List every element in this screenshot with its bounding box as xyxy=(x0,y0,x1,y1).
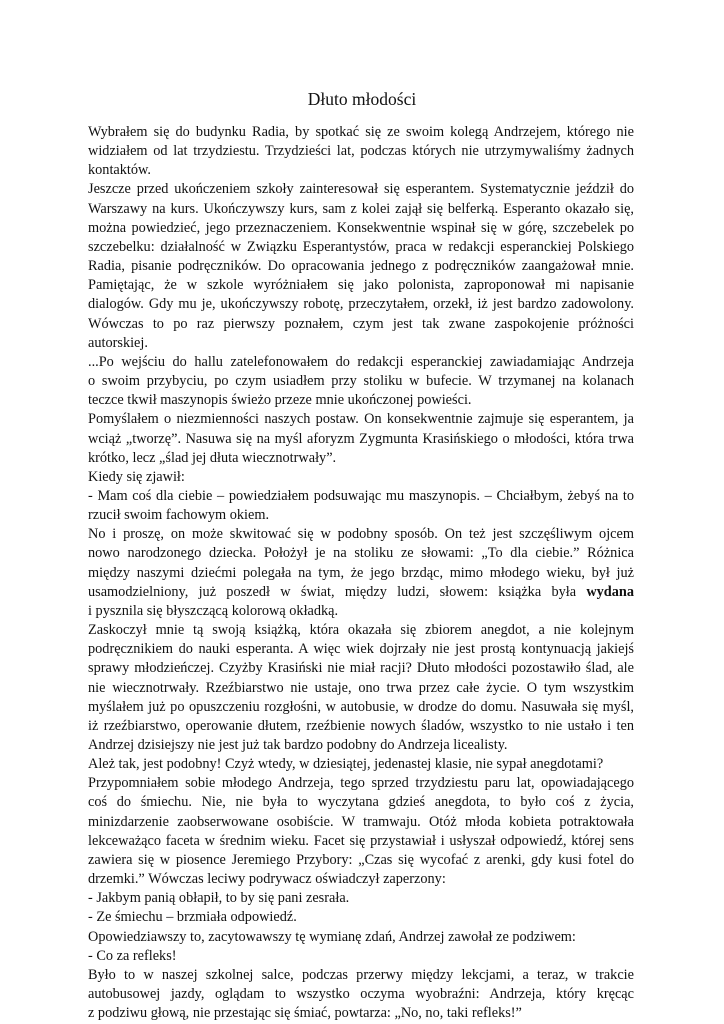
text-line: o swoim przybyciu, po czym usiadłem przy stoliku w bufecie. W trzymanej na kolanach xyxy=(88,373,634,390)
paragraph xyxy=(88,774,634,889)
paragraph xyxy=(88,889,634,908)
text-line: Wybrałem się do budynku Radia, by spotkać się ze swoim kolegą Andrzejem, którego nie xyxy=(88,124,634,140)
text-line: drzemki.” Wówczas leciwy podrywacz oświadczył zaperzony: xyxy=(88,871,446,888)
text-line: nowo narodzonego dziecka. Położył je na stoliku ze słowami: „To dla ciebie.” Różnica xyxy=(88,545,634,562)
text-line: szczebelku: działalność w Związku Esperantystów, praca w redakcji esperanckiej Polskiego xyxy=(88,238,634,255)
text-line: zawiera się w piosence Jeremiego Przybory: „Czas się wycofać z arenki, gdy kusi fotel do xyxy=(88,851,634,868)
text-line: można powiedzieć, jego przeznaczeniem. Konsekwentnie wspinał się w górę, szczebelek po xyxy=(88,219,634,236)
document-body xyxy=(88,123,634,1023)
text-line: Wówczas to po raz pierwszy poznałem, czym jest tak zwane zaspokojenie próżności xyxy=(88,315,634,332)
text-line: Ależ tak, jest podobny! Czyż wtedy, w dziesiątej, jedenastej klasie, nie sypał anegdotami? xyxy=(88,756,604,773)
paragraph xyxy=(88,947,634,966)
text-line: między naszymi dziećmi polegała na tym, że jego brzdąc, mimo młodego wieku, był już xyxy=(88,564,634,581)
text-line: wciąż „tworzę”. Nasuwa się na myśl aforyzm Zygmunta Krasińskiego o młodości, która trwa xyxy=(88,430,634,447)
text-line: Było to w naszej szkolnej salce, podczas przerwy między lekcjami, a teraz, w trakcie xyxy=(88,966,634,983)
paragraph xyxy=(88,908,634,927)
text-line: - Co za refleks! xyxy=(88,947,177,964)
text-line: iż rzeźbiarstwo, operowanie dłutem, rzeźbienie nowych śladów, wszystko to nie ustało i ten xyxy=(88,717,634,734)
paragraph xyxy=(88,468,634,487)
text-line: Warszawy na kurs. Ukończywszy kurs, sam z kolei zajął się belferką. Esperanto okazało się, xyxy=(88,200,634,217)
text-line: kontaktów. xyxy=(88,162,152,179)
text-line: Jeszcze przed ukończeniem szkoły zainteresował się esperantem. Systematycznie jeździł do xyxy=(88,181,634,198)
text-line: Andrzej dzisiejszy nie jest już tak bardzo podobny do Andrzeja licealisty. xyxy=(88,737,508,753)
text-line: Przypomniałem sobie młodego Andrzeja, tego sprzed trzydziestu paru lat, opowiadającego xyxy=(88,775,634,792)
paragraph xyxy=(88,180,634,352)
paragraph xyxy=(88,353,634,410)
text-line: Kiedy się zjawił: xyxy=(88,468,185,485)
text-line: rzucił swoim fachowym okiem. xyxy=(88,507,270,524)
text-line: Opowiedziawszy to, zacytowawszy tę wymianę zdań, Andrzej zawołał ze podziwem: xyxy=(88,928,576,945)
text-line: sprawy młodzieńczej. Czyżby Krasiński nie miał racji? Dłuto młodości pozostawiło ślad, ale xyxy=(88,660,634,677)
text-line: teczce tkwił maszynopis świeżo przeze mnie ukończonej powieści. xyxy=(88,392,472,409)
text-line: nie wiecznotrwały. Rzeźbiarstwo nie ustaje, ono trwa przez całe życie. O tym wszystkim xyxy=(88,679,634,696)
text-line: coś do śmiechu. Nie, nie była to wyczytana gdzieś anegdota, to było coś z życia, xyxy=(88,794,634,811)
text-line: minizdarzenie zaobserwowane osobiście. W tramwaju. Otóż młoda kobieta potraktowała xyxy=(88,813,634,830)
text-line: z podziwu głową, nie przestając się śmiać, powtarza: „No, no, taki refleks!” xyxy=(88,1005,522,1022)
text-line: i pysznila się błyszczącą kolorową okładką. xyxy=(88,602,339,619)
text-line: lekceważąco faceta w średnim wieku. Facet się przystawiał i usłyszał odpowiedź, której sens xyxy=(88,832,634,849)
text-line: Zaskoczył mnie tą swoją książką, która okazała się zbiorem anegdot, a nie kolejnym xyxy=(88,622,634,639)
text-line: autobusowej jazdy, oglądam to wszystko oczyma wyobraźni: Andrzeja, który kręcąc xyxy=(88,986,634,1003)
text-line: usamodzielniony, już poszedł w świat, między ludzi, słowem: książka była wydana xyxy=(88,583,634,600)
text-line: ...Po wejściu do hallu zatelefonowałem do redakcji esperanckiej zawiadamiając Andrzeja xyxy=(88,353,634,370)
paragraph xyxy=(88,487,634,525)
text-line: Pamiętając, że w szkole wyróżniałem się jako polonista, zaproponował mi napisanie xyxy=(88,277,634,294)
text-line: No i proszę, on może skwitować się w podobny sposób. On też jest szczęśliwym ojcem xyxy=(88,526,634,543)
text-line: dialogów. Gdy mu je, ukończywszy robotę, przeczytałem, orzekł, iż jest bardzo zadowolony. xyxy=(88,296,634,313)
paragraph xyxy=(88,928,634,947)
text-line: krótko, lecz „ślad jej dłuta wiecznotrwały”. xyxy=(88,449,337,466)
text-line: widziałem od lat trzydziestu. Trzydzieści lat, podczas których nie utrzymywaliśmy żadnych xyxy=(88,143,634,160)
text-line: autorskiej. xyxy=(88,334,148,351)
paragraph xyxy=(88,966,634,1023)
text-line: Radia, pisanie podręczników. Do opracowania jednego z podręczników zaangażował mnie. xyxy=(88,258,634,275)
text-line: - Mam coś dla ciebie – powiedziałem podsuwając mu maszynopis. – Chciałbym, żebyś na to xyxy=(88,487,634,504)
page-title: Dłuto młodości xyxy=(307,89,417,109)
paragraph xyxy=(88,123,634,180)
paragraph xyxy=(88,525,634,621)
text-line: Pomyślałem o niezmienności naszych postaw. On konsekwentnie zajmuje się esperantem, ja xyxy=(88,411,634,428)
text-line: myślałem już po opuszczeniu rozgłośni, w autobusie, w drodze do domu. Nasuwała się myśl, xyxy=(88,698,634,715)
text-line: - Jakbym panią obłapił, to by się pani zesrała. xyxy=(88,890,350,907)
bold-word: wydana xyxy=(576,583,634,600)
text-line: - Ze śmiechu – brzmiała odpowiedź. xyxy=(88,909,297,926)
text-line: podręcznikiem do nauki esperanta. A więc wiek dojrzały nie jest prostą kontynuacją jakiejś xyxy=(88,641,634,658)
paragraph xyxy=(88,621,634,755)
paragraph xyxy=(88,755,634,774)
paragraph xyxy=(88,410,634,467)
